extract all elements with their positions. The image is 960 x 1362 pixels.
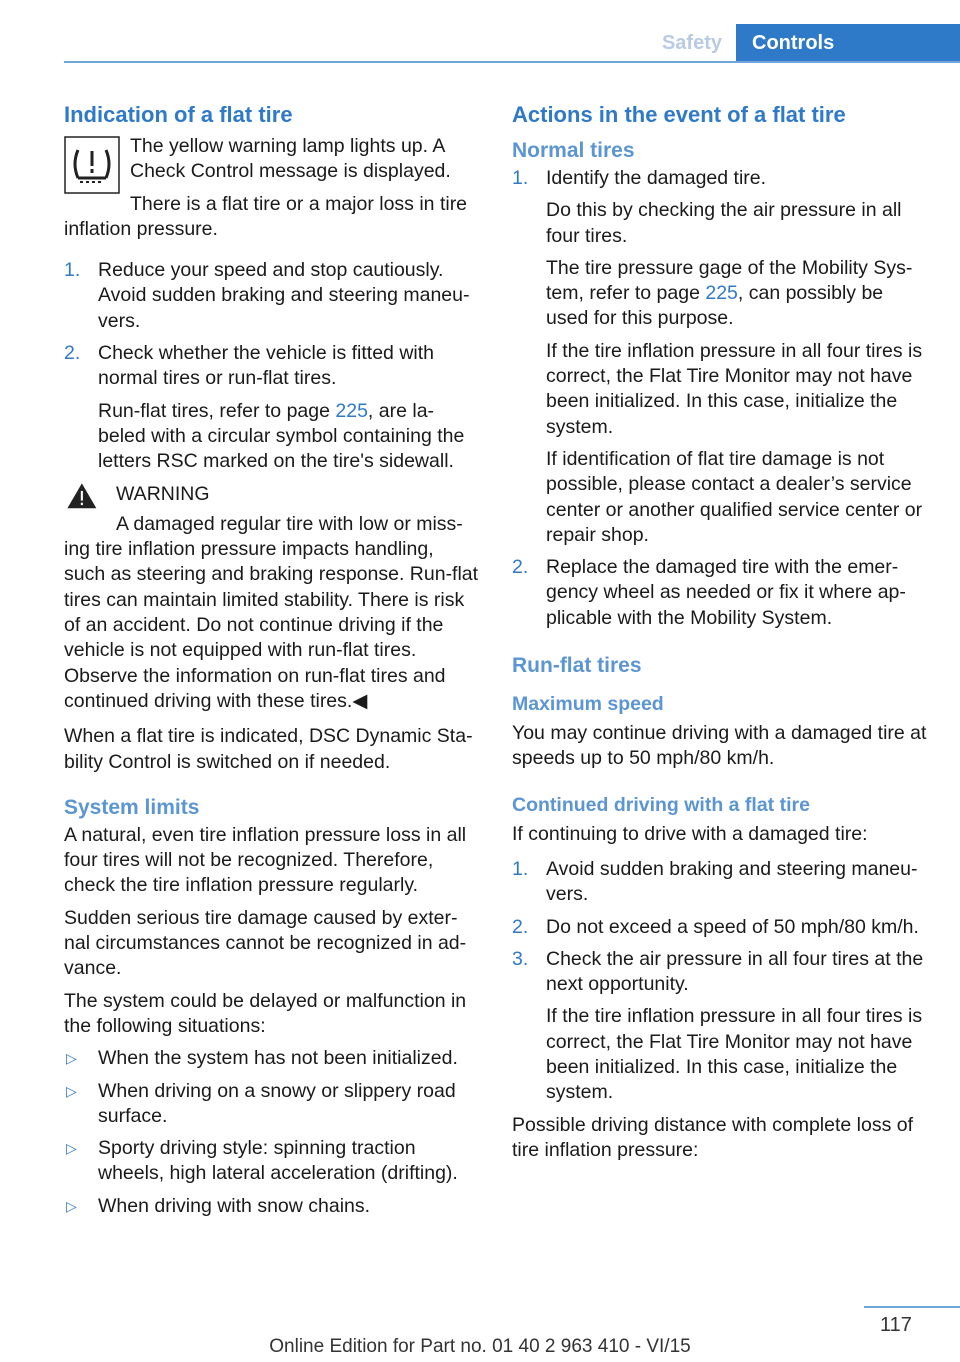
step-text: Identify the damaged tire. xyxy=(546,167,767,189)
step-text: Replace the damaged tire with the emer‐gency wheel as needed or fix it where ap‐plicable with the Mobility System. xyxy=(546,556,906,629)
limits-paragraph-2: Sudden serious tire damage caused by exter‐nal circumstances cannot be recognized in ad‐vance. xyxy=(64,906,467,980)
list-item: ▷ Sporty driving style: spinning traction wheels, high lateral acceleration (drifting). xyxy=(66,1137,458,1185)
step-subtext: If the tire inflation pressure in all four tires is correct, the Flat Tire Monitor may not have been initialized. In this case, initialize the system. xyxy=(546,339,923,438)
maximum-speed-text: You may continue driving with a damaged tire at speeds up to 50 mph/80 km/h. xyxy=(512,722,927,770)
step-text: Avoid sudden braking and steering maneu‐vers. xyxy=(546,857,918,906)
warning-text: A damaged regular tire with low or miss‐ing tire inflation pressure impacts handling, such as steering and braking response. Run-flat tires can maintain limited stability. There is risk of an accident. Do not continue driving if the vehicle is not equipped with run-flat tires. Observe the information on run-flat tires and continued driving with these tires.◀ xyxy=(64,512,479,712)
list-item xyxy=(512,166,928,548)
list-item xyxy=(64,258,480,334)
step-number: 2. xyxy=(512,915,529,938)
step-subtext: The tire pressure gage of the Mobility Sys‐tem, refer to page 225, can possibly be used for this purpose. xyxy=(546,256,913,330)
step-subtext: Run-flat tires, refer to page 225, are la‐beled with a circular symbol containing the letters RSC marked on the tire's sidewall. xyxy=(98,399,465,473)
indication-intro xyxy=(64,134,480,242)
step-subtext: If identification of flat tire damage is not possible, please contact a dealer’s service center or another qualified service center or repair shop. xyxy=(546,447,923,546)
step-number: 1. xyxy=(512,167,529,189)
page-reference-link[interactable]: 225 xyxy=(705,282,738,305)
flat-tire-steps xyxy=(64,258,480,474)
step-text: Reduce your speed and stop cautiously. Avoid sudden braking and steering maneu‐vers. xyxy=(98,259,470,332)
limits-paragraph-1: A natural, even tire inflation pressure loss in all four tires will not be recognized. Therefore, check the tire inflation pressure regularly. xyxy=(64,823,467,897)
step-number: 2. xyxy=(64,342,81,365)
footer-divider xyxy=(864,1306,960,1308)
limits-paragraph-3: The system could be delayed or malfunction in the following situations: xyxy=(64,989,467,1037)
step-number: 1. xyxy=(64,259,81,282)
triangle-bullet-icon: ▷ xyxy=(66,1050,77,1067)
continued-driving-heading: Continued driving with a flat tire xyxy=(512,793,810,816)
continued-driving-steps xyxy=(512,857,928,1106)
run-flat-heading: Run-flat tires xyxy=(512,654,642,678)
tab-safety[interactable]: Safety xyxy=(661,32,722,54)
step-number: 2. xyxy=(512,556,529,579)
step-subtext: Do this by checking the air pressure in all four tires. xyxy=(546,199,902,247)
triangle-bullet-icon: ▷ xyxy=(66,1140,77,1157)
normal-tires-heading: Normal tires xyxy=(512,139,635,162)
step-text: Do not exceed a speed of 50 mph/80 km/h. xyxy=(546,915,919,938)
page-reference-link[interactable]: 225 xyxy=(335,399,368,422)
triangle-bullet-icon: ▷ xyxy=(66,1082,77,1099)
warning-block xyxy=(64,482,480,715)
limitation-list xyxy=(64,1046,480,1219)
page-header xyxy=(0,24,960,62)
indication-heading: Indication of a flat tire xyxy=(64,102,293,127)
distance-paragraph: Possible driving distance with complete loss of tire inflation pressure: xyxy=(512,1113,914,1161)
list-item xyxy=(512,947,928,1106)
list-item: ▷ When driving with snow chains. xyxy=(64,1194,480,1219)
continued-intro: If continuing to drive with a damaged tire: xyxy=(512,822,868,845)
list-item xyxy=(64,341,480,474)
indication-paragraph-2: There is a flat tire or a major loss in tire inflation pressure. xyxy=(64,192,468,240)
list-item xyxy=(512,857,928,908)
header-divider xyxy=(64,61,960,63)
tab-controls[interactable]: Controls xyxy=(736,24,960,62)
step-number: 1. xyxy=(512,857,529,880)
left-column xyxy=(64,100,480,1226)
normal-tire-steps xyxy=(512,166,928,631)
step-subtext: If the tire inflation pressure in all four tires is correct, the Flat Tire Monitor may not have been initialized. In this case, initialize the system. xyxy=(546,1005,923,1104)
page-number: 117 xyxy=(880,1314,912,1336)
list-item xyxy=(512,915,928,940)
warning-title: WARNING xyxy=(116,482,210,505)
list-item: ▷ When the system has not been initialized. xyxy=(64,1046,480,1071)
list-item xyxy=(512,555,928,631)
list-item: ▷ When driving on a snowy or slippery road surface. xyxy=(66,1079,456,1127)
dsc-paragraph: When a flat tire is indicated, DSC Dynamic Sta‐bility Control is switched on if needed. xyxy=(64,725,473,773)
actions-heading: Actions in the event of a flat tire xyxy=(512,102,846,127)
tire-pressure-warning-icon xyxy=(64,136,120,194)
system-limits-heading: System limits xyxy=(64,795,200,819)
step-number: 3. xyxy=(512,947,529,970)
triangle-bullet-icon: ▷ xyxy=(66,1197,77,1214)
step-text: Check the air pressure in all four tires at the next opportunity. xyxy=(546,947,924,996)
indication-paragraph-1: The yellow warning lamp lights up. A Check Control message is displayed. xyxy=(130,135,451,183)
maximum-speed-heading: Maximum speed xyxy=(512,693,664,716)
step-text: Check whether the vehicle is fitted with normal tires or run-flat tires. xyxy=(98,342,434,390)
right-column xyxy=(512,100,928,1170)
edition-footer: Online Edition for Part no. 01 40 2 963 410 - VI/15 xyxy=(269,1336,691,1357)
warning-triangle-icon xyxy=(64,482,108,522)
